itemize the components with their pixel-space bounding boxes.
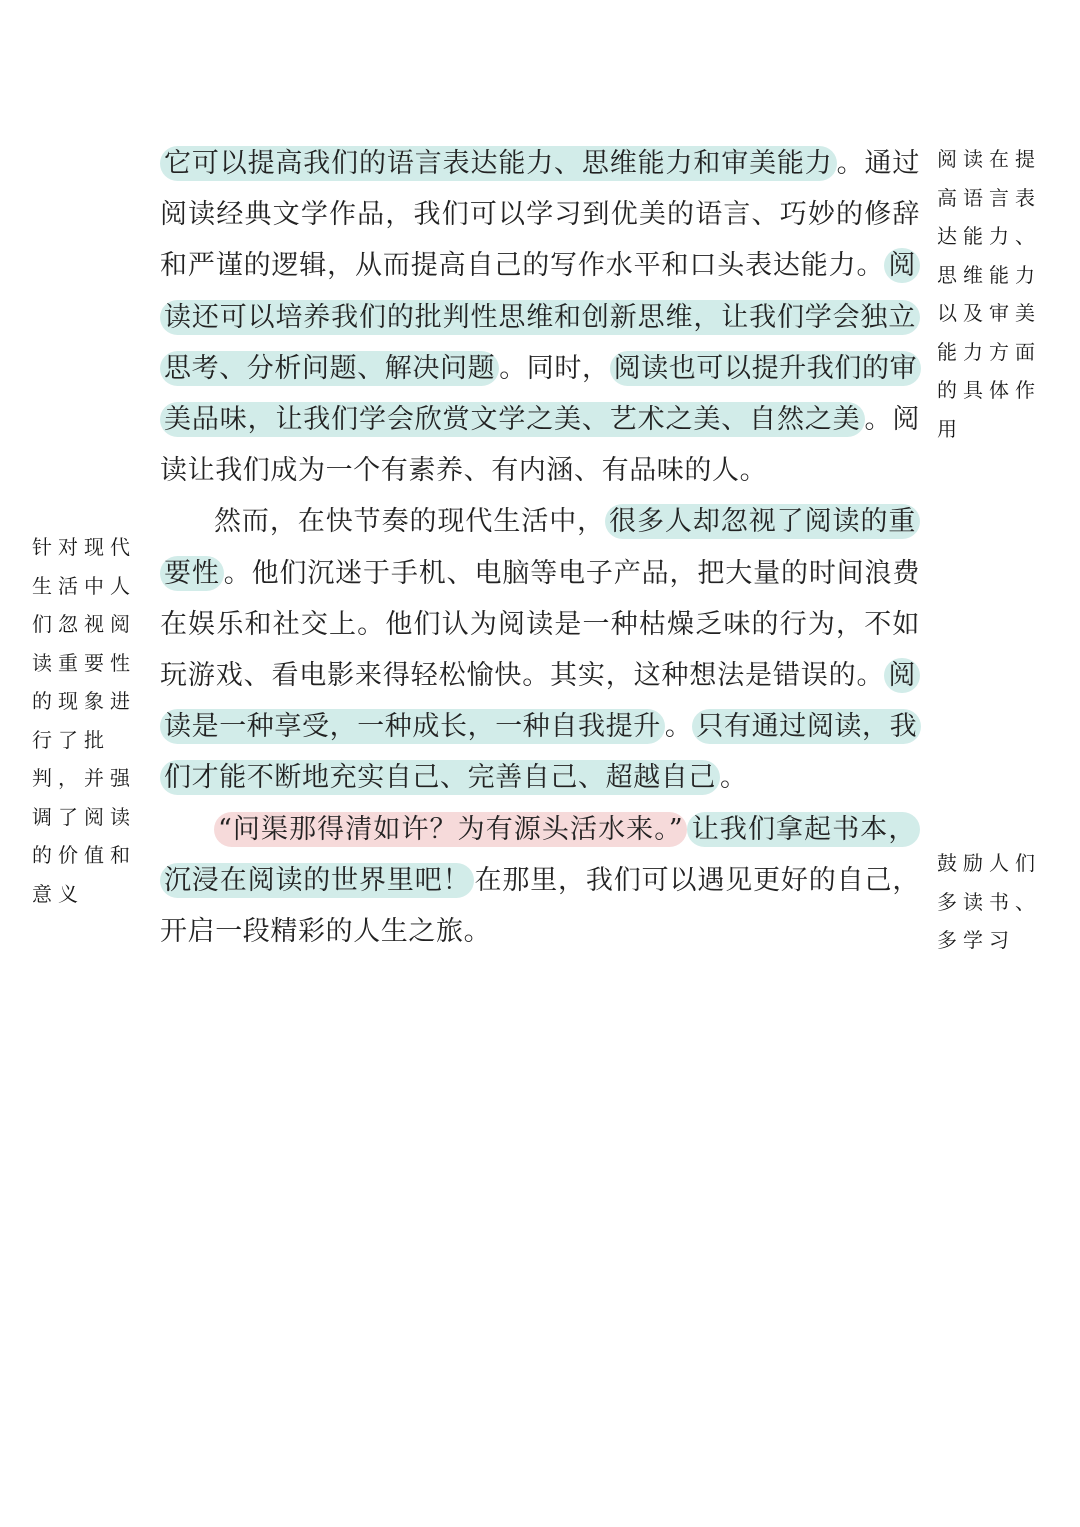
sentence: 。他们沉迷于手机、电脑等电子产品，把大量的时间浪费在娱乐和社交上。他们认为阅读是一种枯燥乏味的行为，不如玩游戏、看电影来得轻松愉快。其实，这种想法是错误的。: [160, 557, 921, 692]
paragraph-3: [160, 804, 920, 958]
paragraph-1: [160, 138, 920, 496]
essay-body: [160, 138, 920, 957]
sentence: 。: [720, 762, 748, 794]
margin-note-left-1: 针对现代生活中人们忽视阅读重要性的现象进行了批判，并强调了阅读的价值和意义: [32, 535, 136, 906]
sentence: 然而，在快节奏的现代生活中，: [214, 506, 606, 538]
highlighted-sentence: 阅读还可以培养我们的批判性思维和创新思维，让我们学会独立思考、分析问题、解决问题: [160, 248, 920, 385]
paragraph-2: [160, 496, 920, 803]
margin-note-right-1: 阅读在提高语言表达能力、思维能力以及审美能力方面的具体作用: [937, 147, 1041, 441]
highlighted-sentence: 只有通过阅读，我们才能不断地充实自己、完善自己、超越自己: [160, 709, 921, 795]
highlighted-sentence: 让我们拿起书本，沉浸在阅读的世界里吧！: [160, 812, 920, 898]
sentence: 在那里，我们可以遇见更好的自己，开启一段精彩的人生之旅。: [160, 864, 920, 948]
highlighted-sentence: 它可以提高我们的语言表达能力、思维能力和审美能力: [160, 146, 837, 181]
highlighted-sentence: 阅读是一种享受，一种成长，一种自我提升: [160, 658, 920, 744]
highlighted-sentence: 阅读也可以提升我们的审美品味，让我们学会欣赏文学之美、艺术之美、自然之美: [160, 351, 921, 437]
margin-note-right-2: 鼓励人们多读书、多学习: [937, 851, 1041, 952]
sentence: 。通过阅读经典文学作品，我们可以学习到优美的语言、巧妙的修辞和严谨的逻辑，从而提高自己的写作水平和口头表达能力。: [160, 148, 920, 282]
quote-highlight: “问渠那得清如许？为有源头活水来。”: [214, 812, 687, 847]
highlighted-sentence: 很多人却忽视了阅读的重要性: [160, 504, 920, 590]
sentence: 。同时，: [499, 352, 610, 384]
sentence: 。阅读让我们成为一个有素养、有内涵、有品味的人。: [160, 404, 921, 487]
sentence: 。: [664, 711, 693, 743]
